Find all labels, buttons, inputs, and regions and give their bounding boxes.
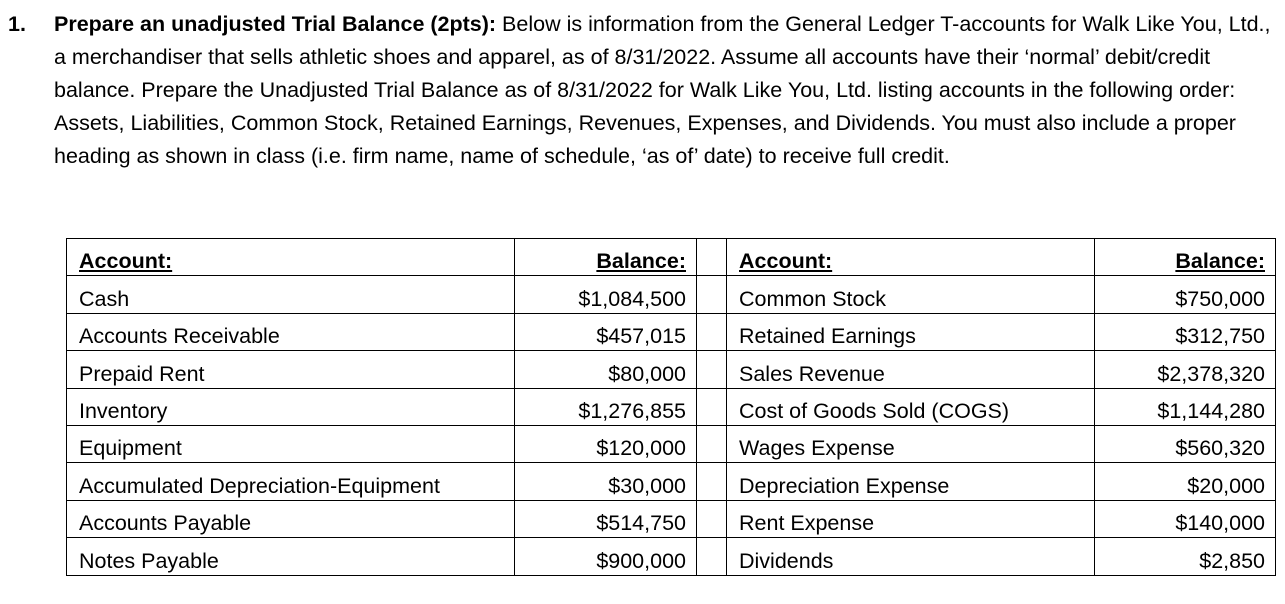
table-row [67,313,1276,350]
left-balance-cell: $1,084,500 [515,276,697,313]
spacer-cell [697,538,727,575]
spacer-cell [697,463,727,500]
right-balance-cell: $1,144,280 [1095,388,1276,425]
table-row [67,500,1276,537]
right-balance-cell: $20,000 [1095,463,1276,500]
header-balance-right: Balance: [1095,239,1276,276]
spacer-cell [697,388,727,425]
spacer-cell [697,351,727,388]
right-balance-cell: $750,000 [1095,276,1276,313]
question-number: 1. [8,12,26,36]
left-balance-cell: $1,276,855 [515,388,697,425]
header-balance-left: Balance: [515,239,697,276]
left-account-cell: Equipment [67,425,515,462]
right-balance-cell: $560,320 [1095,425,1276,462]
question-block [0,8,1275,173]
table-row [67,351,1276,388]
right-account-cell: Depreciation Expense [727,463,1095,500]
spacer-cell [697,500,727,537]
left-balance-cell: $514,750 [515,500,697,537]
question-text [54,8,1275,173]
account-balances-table [66,238,1276,576]
right-account-cell: Wages Expense [727,425,1095,462]
left-balance-cell: $120,000 [515,425,697,462]
left-account-cell: Accumulated Depreciation-Equipment [67,463,515,500]
right-account-cell: Retained Earnings [727,313,1095,350]
spacer-cell [697,425,727,462]
header-account-left: Account: [67,239,515,276]
spacer-cell [697,313,727,350]
right-balance-cell: $2,378,320 [1095,351,1276,388]
right-account-cell: Common Stock [727,276,1095,313]
header-spacer [697,239,727,276]
left-account-cell: Cash [67,276,515,313]
left-account-cell: Prepaid Rent [67,351,515,388]
header-account-right: Account: [727,239,1095,276]
right-account-cell: Dividends [727,538,1095,575]
table-row [67,276,1276,313]
right-account-cell: Rent Expense [727,500,1095,537]
right-account-cell: Sales Revenue [727,351,1095,388]
question-body: Below is information from the General Ledger T-accounts for Walk Like You, Ltd., a merchandiser that sells athletic shoes and apparel, as of 8/31/2022. Assume all accounts have their ‘normal’ debit/credit balance. Prepare the Unadjusted Trial Balance as of 8/31/2022 for Walk Like You, Ltd. listing accounts in the following order: Assets, Liabilities, Common Stock, Retained Earnings, Revenues, Expenses, and Dividends. You must also include a proper heading as shown in class (i.e. firm name, name of schedule, ‘as of’ date) to receive full credit. [54,12,1271,168]
question-title: Prepare an unadjusted Trial Balance (2pts): [54,12,497,36]
left-balance-cell: $30,000 [515,463,697,500]
left-account-cell: Accounts Payable [67,500,515,537]
right-balance-cell: $312,750 [1095,313,1276,350]
left-balance-cell: $80,000 [515,351,697,388]
right-balance-cell: $140,000 [1095,500,1276,537]
table-row [67,425,1276,462]
table-row [67,538,1276,575]
left-balance-cell: $457,015 [515,313,697,350]
table-row [67,463,1276,500]
table-row [67,388,1276,425]
right-balance-cell: $2,850 [1095,538,1276,575]
left-account-cell: Notes Payable [67,538,515,575]
right-account-cell: Cost of Goods Sold (COGS) [727,388,1095,425]
left-account-cell: Inventory [67,388,515,425]
spacer-cell [697,276,727,313]
left-account-cell: Accounts Receivable [67,313,515,350]
table-header-row [67,239,1276,276]
left-balance-cell: $900,000 [515,538,697,575]
